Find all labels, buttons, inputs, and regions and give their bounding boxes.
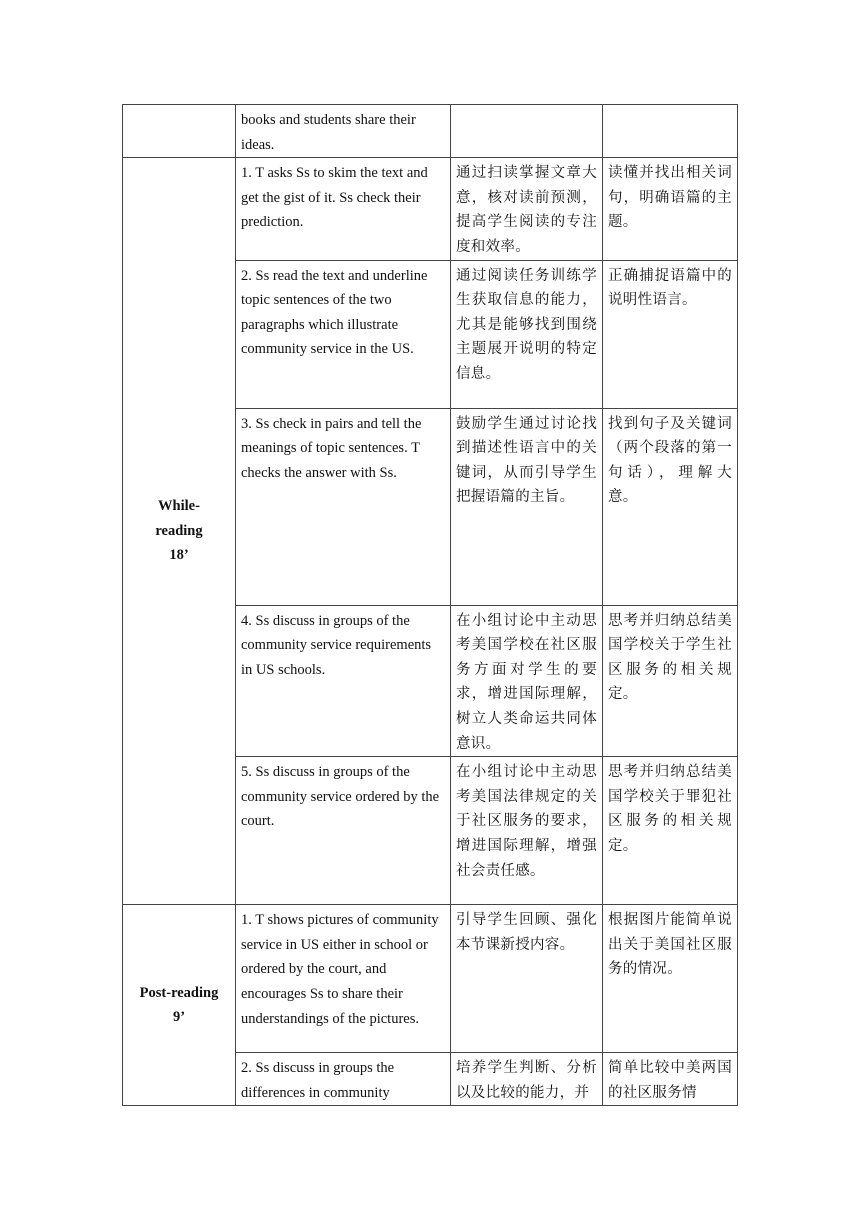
activity-cell: 1. T shows pictures of community service in US either in school or ordered by the court, and encourages Ss to share their understandings of the pictures. xyxy=(236,905,451,1053)
table-row xyxy=(123,158,738,260)
activity-cell: 1. T asks Ss to skim the text and get the gist of it. Ss check their prediction. xyxy=(236,158,451,260)
purpose-cell: 在小组讨论中主动思考美国法律规定的关于社区服务的要求，增进国际理解，增强社会责任感。 xyxy=(451,757,603,905)
purpose-cell: 在小组讨论中主动思考美国学校在社区服务方面对学生的要求，增进国际理解，树立人类命运共同体意识。 xyxy=(451,605,603,757)
purpose-cell: 引导学生回顾、强化本节课新授内容。 xyxy=(451,905,603,1053)
stage-while-reading: While- reading 18’ xyxy=(123,158,236,905)
table-row xyxy=(123,905,738,1053)
purpose-cell: 通过扫读掌握文章大意，核对读前预测，提高学生阅读的专注度和效率。 xyxy=(451,158,603,260)
activity-cell: 3. Ss check in pairs and tell the meanings of topic sentences. T checks the answer with Ss. xyxy=(236,408,451,605)
activity-cell: books and students share their ideas. xyxy=(236,105,451,158)
lesson-plan-table xyxy=(122,104,738,1106)
purpose-cell: 培养学生判断、分析以及比较的能力，并 xyxy=(451,1053,603,1106)
table-row xyxy=(123,105,738,158)
purpose-cell: 通过阅读任务训练学生获取信息的能力，尤其是能够找到围绕主题展开说明的特定信息。 xyxy=(451,260,603,408)
outcome-cell: 根据图片能简单说出关于美国社区服务的情况。 xyxy=(603,905,738,1053)
outcome-cell: 简单比较中美两国的社区服务情 xyxy=(603,1053,738,1106)
purpose-cell xyxy=(451,105,603,158)
outcome-cell xyxy=(603,105,738,158)
outcome-cell: 思考并归纳总结美国学校关于罪犯社区服务的相关规定。 xyxy=(603,757,738,905)
stage-cell xyxy=(123,105,236,158)
outcome-cell: 思考并归纳总结美国学校关于学生社区服务的相关规定。 xyxy=(603,605,738,757)
activity-cell: 2. Ss read the text and underline topic sentences of the two paragraphs which illustrate community service in the US. xyxy=(236,260,451,408)
outcome-cell: 读懂并找出相关词句，明确语篇的主题。 xyxy=(603,158,738,260)
activity-cell: 4. Ss discuss in groups of the community service requirements in US schools. xyxy=(236,605,451,757)
stage-post-reading: Post-reading 9’ xyxy=(123,905,236,1106)
activity-cell: 2. Ss discuss in groups the differences in community xyxy=(236,1053,451,1106)
activity-cell: 5. Ss discuss in groups of the community service ordered by the court. xyxy=(236,757,451,905)
outcome-cell: 找到句子及关键词（两个段落的第一句话），理解大意。 xyxy=(603,408,738,605)
outcome-cell: 正确捕捉语篇中的说明性语言。 xyxy=(603,260,738,408)
purpose-cell: 鼓励学生通过讨论找到描述性语言中的关键词，从而引导学生把握语篇的主旨。 xyxy=(451,408,603,605)
